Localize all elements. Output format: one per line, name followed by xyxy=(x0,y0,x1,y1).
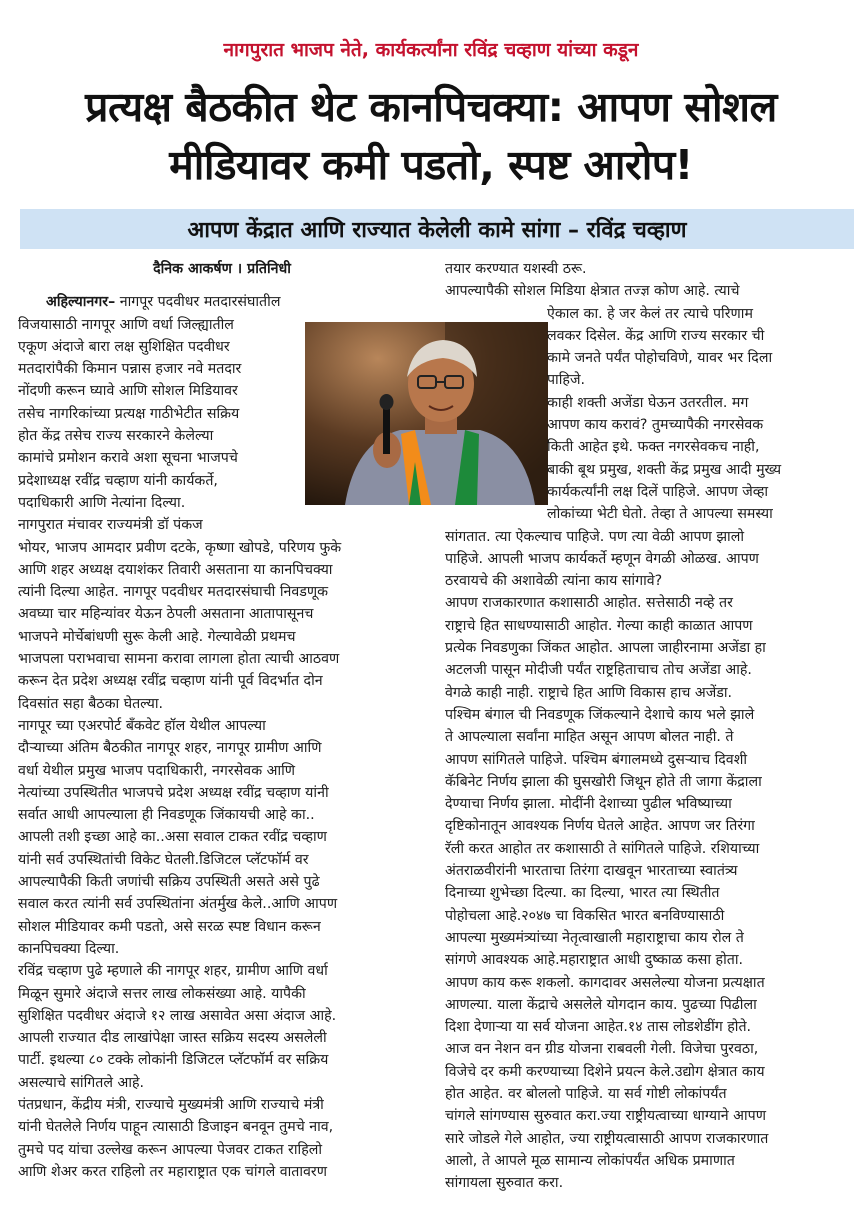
dateline: अहिल्यानगर– xyxy=(46,294,116,311)
article-line: पंतप्रधान, केंद्रीय मंत्री, राज्याचे मुख्यमंत्री आणि राज्याचे मंत्री xyxy=(18,1096,324,1113)
article-line: एकूण अंदाजे बारा लक्ष सुशिक्षित पदवीधर xyxy=(18,338,230,355)
article-line: त्यांनी दिल्या आहेत. नागपूर पदवीधर मतदारसंघाची निवडणूक xyxy=(18,584,329,601)
article-line: भोयर, भाजप आमदार प्रवीण दटके, कृष्णा खोपडे, परिणय फुके xyxy=(18,539,342,556)
article-line: भाजपने मोर्चेबांधणी सुरू केली आहे. गेल्यावेळी प्रथमच xyxy=(18,628,296,645)
dateline-paragraph xyxy=(18,291,426,313)
article-line: नागपुरात मंचावर राज्यमंत्री डॉ पंकज xyxy=(18,517,203,534)
article-line: कामांचे प्रमोशन करावे अशा सूचना भाजपचे xyxy=(18,450,238,467)
article-line: प्रत्येक निवडणुका जिंकत आहोत. आपला जाहीरनामा अजेंडा हा xyxy=(445,640,766,657)
article-line: नोंदणी करून घ्यावे आणि सोशल मिडियावर xyxy=(18,383,238,400)
article-line: कार्यकर्त्यांनी लक्ष दिलें पाहिजे. आपण जेव्हा xyxy=(547,483,769,500)
article-line: सारे जोडले गेले आहोत, ज्या राष्ट्रीयत्वासाठी आपण राजकारणात xyxy=(445,1130,769,1147)
article-line: विजयासाठी नागपूर आणि वर्धा जिल्ह्यातील xyxy=(18,316,234,333)
article-line: पश्चिम बंगाल ची निवडणूक जिंकल्याने देशाचे काय भले झाले xyxy=(445,706,755,723)
left-column xyxy=(18,258,426,1183)
headline-line-2: मीडियावर कमी पडतो, स्पष्ट आरोप! xyxy=(169,141,693,189)
article-line: पोहोचला आहे.२०४७ चा विकसित भारत बनविण्यासाठी xyxy=(445,907,725,924)
article-line: दिनाच्या शुभेच्छा दिल्या. का दिल्या, भारत त्या स्थितीत xyxy=(445,885,720,902)
article-line: आपल्यापैकी किती जणांची सक्रिय उपस्थिती असते असे पुढे xyxy=(18,874,320,891)
left-body-text xyxy=(18,514,426,1183)
article-line: पाहिजे. आपली भाजप कार्यकर्ते म्हणून वेगळी ओळख. आपण xyxy=(445,550,759,567)
article-line: देण्याचा निर्णय झाला. मोदींनी देशाच्या पुढील भविष्याच्या xyxy=(445,796,732,813)
article-line: कामे जनते पर्यंत पोहोचविणे, यावर भर दिला xyxy=(547,350,773,367)
article-line: आपण सांगितले पाहिजे. पश्चिम बंगालमध्ये दुसऱ्याच दिवशी xyxy=(445,751,748,768)
article-line: अटलजी पासून मोदीजी पर्यंत राष्ट्रहिताचाच तोच अजेंडा आहे. xyxy=(445,662,752,679)
article-line: राष्ट्राचे हित साधण्यासाठी आहोत. गेल्या काही काळात आपण xyxy=(445,617,753,634)
article-line: कॅबिनेट निर्णय झाला की घुसखोरी जिथून होते ती जागा केंद्राला xyxy=(445,773,762,790)
right-column xyxy=(445,258,855,1194)
article-line: असल्याचे सांगितले आहे. xyxy=(18,1074,145,1091)
kicker-line: नागपुरात भाजप नेते, कार्यकर्त्यांना रविंद्र चव्हाण यांच्या कडून xyxy=(223,39,639,61)
article-line: आपण काय करावं? तुमच्यापैकी नगरसेवक xyxy=(547,417,764,434)
article-line: ते आपल्याला सर्वांना माहित असून आपण बोलत नाही. ते xyxy=(445,729,734,746)
headline-line-1: प्रत्यक्ष बैठकीत थेट कानपिचक्या: आपण सोशल xyxy=(85,83,777,131)
article-line: लवकर दिसेल. केंद्र आणि राज्य सरकार ची xyxy=(547,327,765,344)
article-line: सोशल मीडियावर कमी पडतो, असे सरळ स्पष्ट विधान करून xyxy=(18,918,321,935)
article-line: पार्टी. इथल्या ८० टक्के लोकांनी डिजिटल प्लॅटफॉर्म वर सक्रिय xyxy=(18,1052,329,1069)
article-line: आणल्या. याला केंद्राचे असलेले योगदान काय. पुढच्या पिढीला xyxy=(445,996,757,1013)
article-line: कानपिचक्या दिल्या. xyxy=(18,940,120,957)
article-line: आपण राजकारणात कशासाठी आहोत. सत्तेसाठी नव्हे तर xyxy=(445,595,733,612)
article-line: आपल्यापैकी सोशल मिडिया क्षेत्रात तज्ज्ञ कोण आहे. त्याचे xyxy=(445,283,740,300)
article-line: आपल्या मुख्यमंत्र्यांच्या नेतृत्वाखाली महाराष्ट्राचा काय रोल ते xyxy=(445,929,744,946)
article-line: बाकी बूथ प्रमुख, शक्ती केंद्र प्रमुख आदी मुख्य xyxy=(547,461,782,478)
article-line: किती आहेत इथे. फक्त नगरसेवकच नाही, xyxy=(547,439,760,456)
article-line: करून देत प्रदेश अध्यक्ष रवींद्र चव्हाण यांनी पूर्व विदर्भात दोन xyxy=(18,673,323,690)
byline: दैनिक आकर्षण । प्रतिनिधी xyxy=(153,261,291,277)
article-line: आज वन नेशन वन ग्रीड योजना राबवली गेली. विजेचा पुरवठा, xyxy=(445,1041,759,1058)
article-line: सांगतात. त्या ऐकल्याच पाहिजे. पण त्या वेळी आपण झालो xyxy=(445,528,745,545)
article-line: आपण काय करू शकलो. कागदावर असलेल्या योजना प्रत्यक्षात xyxy=(445,974,765,991)
article-line: दिवसांत सहा बैठका घेतल्या. xyxy=(18,695,164,712)
article-line: सर्वात आधी आपल्याला ही निवडणूक जिंकायची आहे का.. xyxy=(18,807,315,824)
article-line: आणि शेअर करत राहिलो तर महाराष्ट्रात एक चांगले वातावरण xyxy=(18,1163,327,1180)
article-line: ऐकाल का. हे जर केलं तर त्याचे परिणाम xyxy=(547,305,753,322)
article-line: रॅली करत आहोत तर कशासाठी ते सांगितले पाहिजे. रशियाच्या xyxy=(445,840,760,857)
article-line: रविंद्र चव्हाण पुढे म्हणाले की नागपूर शहर, ग्रामीण आणि वर्धा xyxy=(18,963,328,980)
article-line: दिशा देणाऱ्या या सर्व योजना आहेत.१४ तास लोडशेडींग होते. xyxy=(445,1019,752,1036)
article-line: लोकांच्या भेटी घेतो. तेव्हा ते आपल्या समस्या xyxy=(547,506,773,523)
article-line: दौऱ्याच्या अंतिम बैठकीत नागपूर शहर, नागपूर ग्रामीण आणि xyxy=(18,740,322,757)
article-line: सुशिक्षित पदवीधर अंदाजे १२ लाख असावेत असा अंदाज आहे. xyxy=(18,1007,337,1024)
article-line: चांगले सांगण्यास सुरुवात करा.ज्या राष्ट्रीयत्वाच्या धाग्याने आपण xyxy=(445,1108,766,1125)
article-line: आपली तशी इच्छा आहे का..असा सवाल टाकत रवींद्र चव्हाण xyxy=(18,829,327,846)
article-line: तयार करण्यात यशस्वी ठरू. xyxy=(445,261,587,277)
subheadline: आपण केंद्रात आणि राज्यात केलेली कामे सांगा – रविंद्र चव्हाण xyxy=(187,218,687,243)
article-line: सांगणे आवश्यक आहे.महाराष्ट्रात आधी दुष्काळ कसा होता. xyxy=(445,952,744,969)
article-line: प्रदेशाध्यक्ष रवींद्र चव्हाण यांनी कार्यकर्ते, xyxy=(18,472,218,489)
right-beside-photo-text xyxy=(445,303,855,526)
article-line: आलो, ते आपले मूळ सामान्य लोकांपर्यंत अधिक प्रमाणात xyxy=(445,1152,735,1169)
article-line: अंतराळवीरांनी भारताचा तिरंगा दाखवून भारताच्या स्वातंत्र्य xyxy=(445,863,738,880)
article-line: तुमचे पद यांचा उल्लेख करून आपल्या पेजवर टाकत राहिलो xyxy=(18,1141,323,1158)
article-line: होत आहेत. वर बोललो पाहिजे. या सर्व गोष्टी लोकांपर्यंत xyxy=(445,1085,727,1102)
article-line: यांनी घेतलेले निर्णय पाहून त्यासाठी डिजाइन बनवून तुमचे नाव, xyxy=(18,1119,334,1136)
article-line: काही शक्ती अजेंडा घेऊन उतरतील. मग xyxy=(547,394,749,411)
article-line: सवाल करत त्यांनी सर्व उपस्थितांना अंतर्मुख केले..आणि आपण xyxy=(18,896,338,913)
article-line: वेगळे काही नाही. राष्ट्राचे हित आणि विकास हाच अजेंडा. xyxy=(445,684,733,701)
article-line: होत केंद्र तसेच राज्य सरकारने केलेल्या xyxy=(18,428,214,445)
article-line: पदाधिकारी आणि नेत्यांना दिल्या. xyxy=(18,494,186,511)
headline xyxy=(10,78,852,194)
article-line: दृष्टिकोनातून आवश्यक निर्णय घेतले आहेत. आपण जर तिरंगा xyxy=(445,818,755,835)
subheadline-bar xyxy=(20,209,854,249)
right-body-text xyxy=(445,526,855,1195)
article-line: मतदारांपैकी किमान पन्नास हजार नवे मतदार xyxy=(18,361,242,378)
article-line: भाजपला पराभवाचा सामना करावा लागला होता त्याची आठवण xyxy=(18,651,340,668)
article-line: यांनी सर्व उपस्थितांची विकेट घेतली.डिजिटल प्लॅटफॉर्म वर xyxy=(18,851,309,868)
article-line: अवघ्या चार महिन्यांवर येऊन ठेपली असताना आतापासूनच xyxy=(18,606,314,623)
article-line: वर्धा येथील प्रमुख भाजप पदाधिकारी, नगरसेवक आणि xyxy=(18,762,296,779)
article-line: मिळून सुमारे अंदाजे सत्तर लाख लोकसंख्या आहे. यापैकी xyxy=(18,985,306,1002)
article-line: आपली राज्यात दीड लाखांपेक्षा जास्त सक्रिय सदस्य असलेली xyxy=(18,1030,327,1047)
article-line: नागपूर च्या एअरपोर्ट बँकवेट हॉल येथील आपल्या xyxy=(18,717,266,734)
article-line: तसेच नागरिकांच्या प्रत्यक्ष गाठीभेटीत सक्रिय xyxy=(18,405,240,422)
article-line: विजेचे दर कमी करण्याच्या दिशेने प्रयत्न केले.उद्योग क्षेत्रात काय xyxy=(445,1063,765,1080)
article-line: ठरवायचे की अशावेळी त्यांना काय सांगावे? xyxy=(445,573,663,590)
article-line: आणि शहर अध्यक्ष दयाशंकर तिवारी असताना या कानपिचक्या xyxy=(18,561,333,578)
article-line: नागपूर पदवीधर मतदारसंघातील xyxy=(119,294,281,311)
article-line: सांगायला सुरुवात करा. xyxy=(445,1175,564,1192)
article-line: नेत्यांच्या उपस्थितीत भाजपचे प्रदेश अध्यक्ष रवींद्र चव्हाण यांनी xyxy=(18,784,329,801)
article-line: पाहिजे. xyxy=(547,372,585,389)
